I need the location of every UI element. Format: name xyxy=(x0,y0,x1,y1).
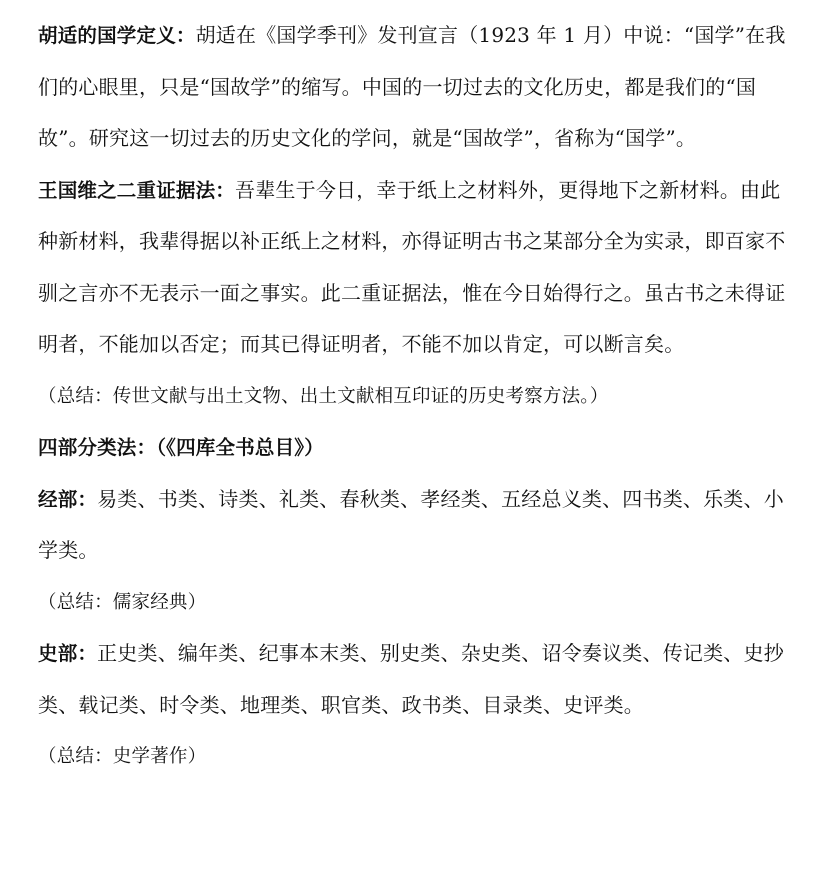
wangguowei-heading: 王国维之二重证据法： xyxy=(38,178,236,202)
sibu-heading: 四部分类法：（《四库全书总目》） xyxy=(38,436,324,459)
jingbu-summary: （总结：儒家经典） xyxy=(38,591,207,613)
shibu-heading: 史部： xyxy=(38,642,98,665)
shibu-paragraph xyxy=(38,628,798,731)
hushi-text: 胡适在《国学季刊》发刊宣言（1923 年 1 月）中说：“国学”在我们的心眼里，只是“国故学”的缩写。中国的一切过去的文化历史，都是我们的“国故”。研究这一切过去的历史文化的学问，就是“国故学”，省称为“国学”。 xyxy=(38,23,786,150)
wangguowei-text: 吾辈生于今日，幸于纸上之材料外，更得地下之新材料。由此种新材料，我辈得据以补正纸上之材料，亦得证明古书之某部分全为实录，即百家不驯之言亦不无表示一面之事实。此二重证据法，惟在今日始得行之。虽古书之未得证明者，不能加以否定；而其已得证明者，不能不加以肯定，可以断言矣。 xyxy=(38,177,786,356)
jingbu-paragraph xyxy=(38,474,798,577)
sibu-paragraph xyxy=(38,422,798,474)
shibu-summary: （总结：史学著作） xyxy=(38,746,207,767)
shibu-text: 正史类、编年类、纪事本末类、别史类、杂史类、诏令奏议类、传记类、史抄类、载记类、时令类、地理类、职官类、政书类、目录类、史评类。 xyxy=(38,641,784,717)
jingbu-text: 易类、书类、诗类、礼类、春秋类、孝经类、五经总义类、四书类、乐类、小学类。 xyxy=(38,486,784,562)
document-page xyxy=(38,10,798,783)
wangguowei-paragraph xyxy=(38,165,798,371)
wangguowei-summary: （总结：传世文献与出土文物、出土文献相互印证的历史考察方法。） xyxy=(38,385,609,407)
hushi-heading: 胡适的国学定义： xyxy=(38,24,196,47)
jingbu-heading: 经部： xyxy=(38,487,98,511)
hushi-paragraph xyxy=(38,10,798,165)
